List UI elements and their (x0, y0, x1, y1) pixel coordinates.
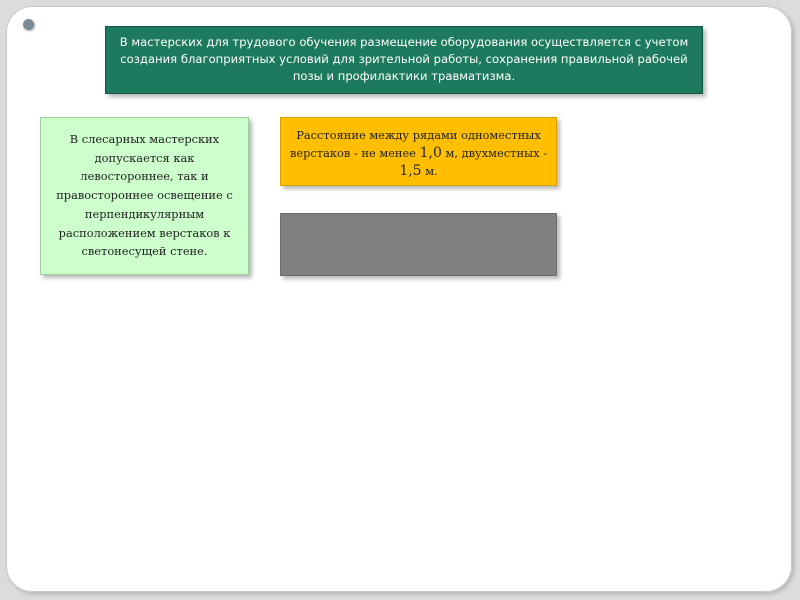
slide (6, 6, 792, 592)
distance-info-box (280, 117, 557, 186)
empty-gray-box (280, 213, 557, 276)
single-workbench-distance: 1,0 (419, 145, 442, 161)
title-box: В мастерских для трудового обучения размещение оборудования осуществляется с учетом создания благоприятных условий для зрительной работы, сохранения правильной рабочей позы и профилактики травматизма. (105, 26, 703, 94)
double-workbench-distance: 1,5 (399, 163, 422, 179)
distance-text-part-2: м, двухместных - (441, 146, 548, 160)
distance-text-part-3: м. (421, 164, 438, 178)
distance-text-part-1: Расстояние между рядами одноместных верстаков - не менее (289, 128, 541, 160)
left-info-box: В слесарных мастерских допускается как левостороннее, так и правостороннее освещение с перпендикулярным расположением верстаков к светонесущей стене. (40, 117, 249, 275)
bullet-dot-icon (23, 19, 34, 30)
